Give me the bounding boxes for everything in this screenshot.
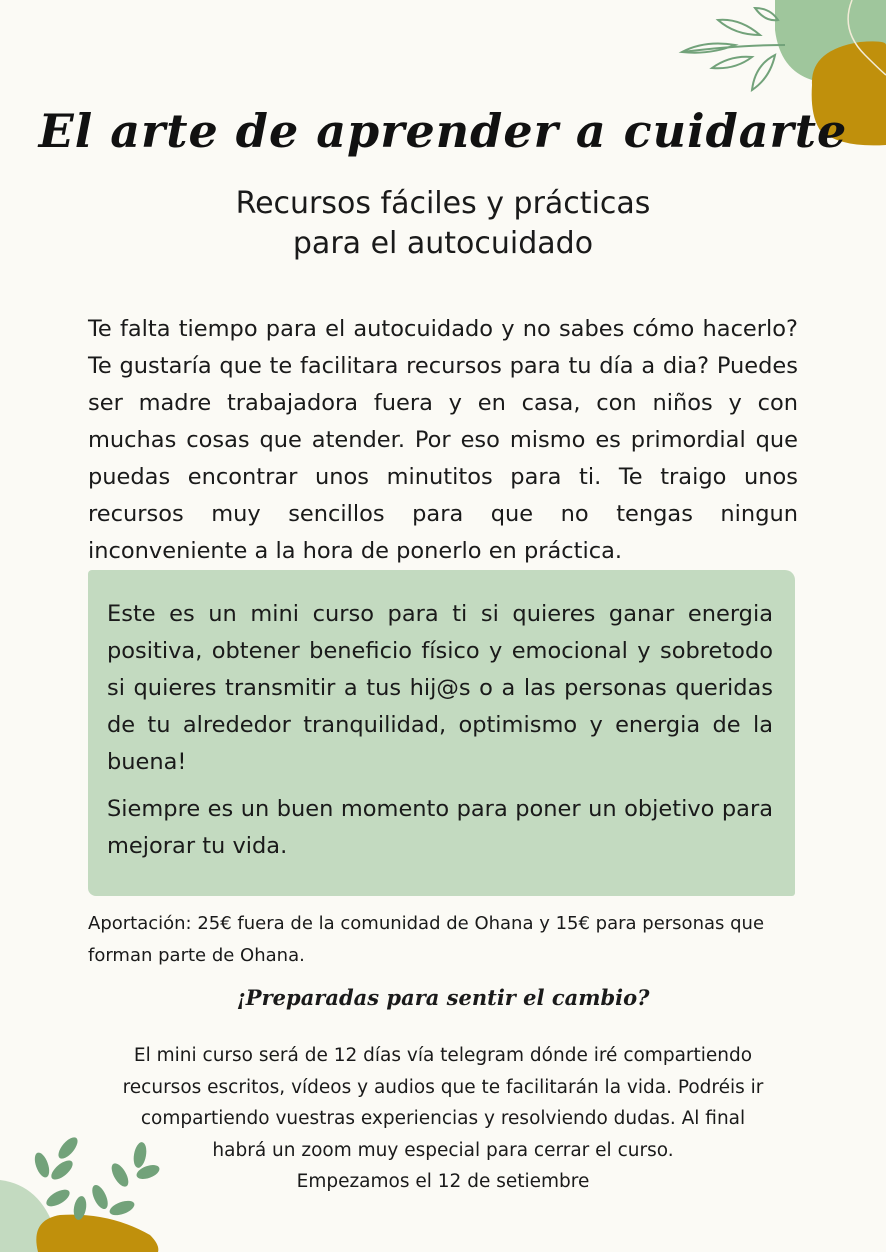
highlight-paragraph: Este es un mini curso para ti si quieres ganar energia positiva, obtener beneficio físico y emocional y sobretodo si quieres transmitir a tus hij@s o a las personas queridas de tu alrededor tranquilidad, optimismo y energia de la buena! [107,601,773,775]
closing-line: habrá un zoom muy especial para cerrar el curso. [212,1139,674,1161]
start-date: Empezamos el 12 de setiembre [296,1171,590,1192]
intro-paragraph: Te falta tiempo para el autocuidado y no sabes cómo hacerlo? Te gustaría que te facilitara recursos para tu día a dia? Puedes ser madre trabajadora fuera y en casa, con niños y con muchas cosas que atender. Por eso mismo es primordial que puedas encontrar unos minutitos para ti. Te traigo unos recursos muy sencillos para que no tengas ningun inconveniente a la hora de ponerlo en práctica. [88,316,798,564]
closing-paragraph [60,1040,826,1198]
subtitle [0,184,886,264]
page-title: El arte de aprender a cuidarte [38,104,848,158]
highlight-text [107,596,773,875]
closing-line: El mini curso será de 12 días vía telegram dónde iré compartiendo [133,1045,753,1066]
price-info: Aportación: 25€ fuera de la comunidad de Ohana y 15€ para personas que forman parte de Ohana. [88,913,765,966]
subtitle-line: para el autocuidado [292,226,594,261]
closing-line: compartiendo vuestras experiencias y resolviendo dudas. Al final [140,1108,746,1129]
leaf-outline-icon [682,8,785,90]
closing-line: recursos escritos, vídeos y audios que te facilitarán la vida. Podréis ir [122,1076,764,1098]
call-to-action-heading: ¡Preparadas para sentir el cambio? [236,985,650,1010]
highlight-paragraph: Siempre es un buen momento para poner un objetivo para mejorar tu vida. [107,796,773,859]
subtitle-line: Recursos fáciles y prácticas [235,186,651,221]
